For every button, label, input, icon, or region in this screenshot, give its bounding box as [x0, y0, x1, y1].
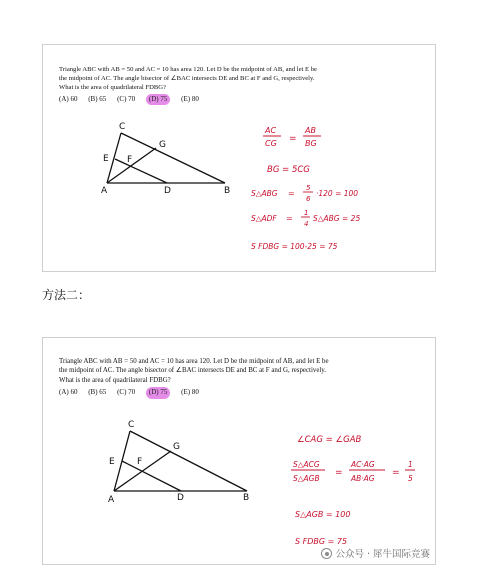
- side-cb: [130, 431, 247, 491]
- eq-bg-5cg: BG = 5CG: [267, 165, 310, 175]
- watermark-text: 公众号 · 犀牛国际竞赛: [335, 549, 430, 560]
- frac-mid-den: AB·AG: [351, 474, 375, 483]
- svg-text:=: =: [286, 214, 293, 223]
- frac-right-num: 1: [408, 460, 413, 469]
- label-b: B: [243, 493, 250, 503]
- eq3-frac-num: 5: [306, 184, 311, 192]
- label-c: C: [119, 122, 126, 132]
- eq4-lhs: S△ADF: [251, 214, 277, 223]
- choice-c: (C) 70: [117, 388, 136, 397]
- label-d: D: [164, 186, 171, 196]
- choice-c: (C) 70: [117, 95, 136, 103]
- problem-line-3: What is the area of quadrilateral FDBG?: [59, 376, 171, 384]
- problem-line-2: the midpoint of AC. The angle bisector of ∠BAC intersects DE and BC at F and G, respectively.: [59, 367, 327, 375]
- problem-line-3: What is the area of quadrilateral FDBG?: [59, 84, 166, 91]
- segment-de: [122, 461, 181, 491]
- eq-area-fdbg: S FDBG = 75: [295, 537, 348, 546]
- ratio-right-den: BG: [305, 139, 317, 148]
- label-f: F: [127, 155, 133, 165]
- choice-d-highlighted: (D) 75: [146, 94, 170, 105]
- watermark: [321, 546, 430, 560]
- choice-b: (B) 65: [88, 388, 107, 397]
- handwritten-solution-2: [291, 435, 415, 546]
- choice-a: (A) 60: [59, 95, 78, 103]
- eq3-rhs: ·120 = 100: [316, 189, 359, 198]
- ratio-left-num: AC: [265, 126, 277, 135]
- eq4-frac-den: 4: [304, 220, 309, 228]
- label-f: F: [137, 457, 143, 467]
- frac-left-den: S△AGB: [293, 474, 320, 483]
- solution-card-2: [42, 337, 436, 565]
- choice-e: (E) 80: [181, 388, 199, 397]
- choice-d-highlighted: (D) 75: [146, 387, 170, 398]
- frac-mid-num: AC·AG: [351, 460, 375, 469]
- label-g: G: [159, 140, 166, 150]
- eq-angle-bisector: ∠CAG = ∠GAB: [297, 435, 362, 445]
- choice-a: (A) 60: [59, 388, 78, 397]
- triangle-figure-2: [114, 431, 247, 491]
- problem-line-2: the midpoint of AC. The angle bisector of ∠BAC intersects DE and BC at F and G, respectively.: [59, 75, 315, 82]
- label-a: A: [108, 495, 115, 505]
- ratio-right-num: AB: [305, 126, 316, 135]
- svg-text:=: =: [288, 189, 295, 198]
- card-1-drawing: [43, 45, 437, 273]
- frac-right-den: 5: [408, 474, 413, 483]
- label-b: B: [224, 186, 231, 196]
- eq4-frac-num: 1: [304, 209, 309, 217]
- choice-e: (E) 80: [181, 95, 199, 103]
- label-c: C: [128, 420, 135, 430]
- triangle-figure: [107, 133, 225, 183]
- side-cb: [121, 133, 225, 183]
- card-2-drawing: [43, 338, 437, 566]
- svg-text:=: =: [392, 468, 400, 478]
- eq3-lhs: S△ABG: [251, 189, 278, 198]
- handwritten-solution-1: [251, 126, 360, 251]
- eq-area-agb: S△AGB = 100: [295, 510, 351, 519]
- label-e: E: [109, 457, 115, 467]
- label-g: G: [173, 442, 180, 452]
- wechat-icon: [321, 548, 332, 559]
- solution-card-1: [42, 44, 436, 272]
- eq3-frac-den: 6: [306, 195, 311, 203]
- svg-text:=: =: [335, 468, 343, 478]
- problem-line-1: Triangle ABC with AB = 50 and AC = 10 has area 120. Let D be the midpoint of AB, and let E be: [59, 358, 329, 365]
- eq5-area-fdbg: S FDBG = 100-25 = 75: [251, 242, 338, 251]
- eq4-rhs: S△ABG = 25: [313, 214, 361, 223]
- method-two-heading: 方法二：: [42, 288, 91, 302]
- problem-line-1: Triangle ABC with AB = 50 and AC = 10 has area 120. Let D be the midpoint of AB, and let E be: [59, 66, 317, 73]
- label-d: D: [177, 493, 184, 503]
- ratio-left-den: CG: [265, 139, 277, 148]
- label-a: A: [101, 186, 108, 196]
- frac-left-num: S△ACG: [293, 460, 320, 469]
- angle-bisector-ag: [107, 148, 156, 183]
- svg-text:=: =: [289, 134, 297, 144]
- side-ac: [107, 133, 121, 183]
- choice-b: (B) 65: [88, 95, 107, 103]
- label-e: E: [103, 154, 109, 164]
